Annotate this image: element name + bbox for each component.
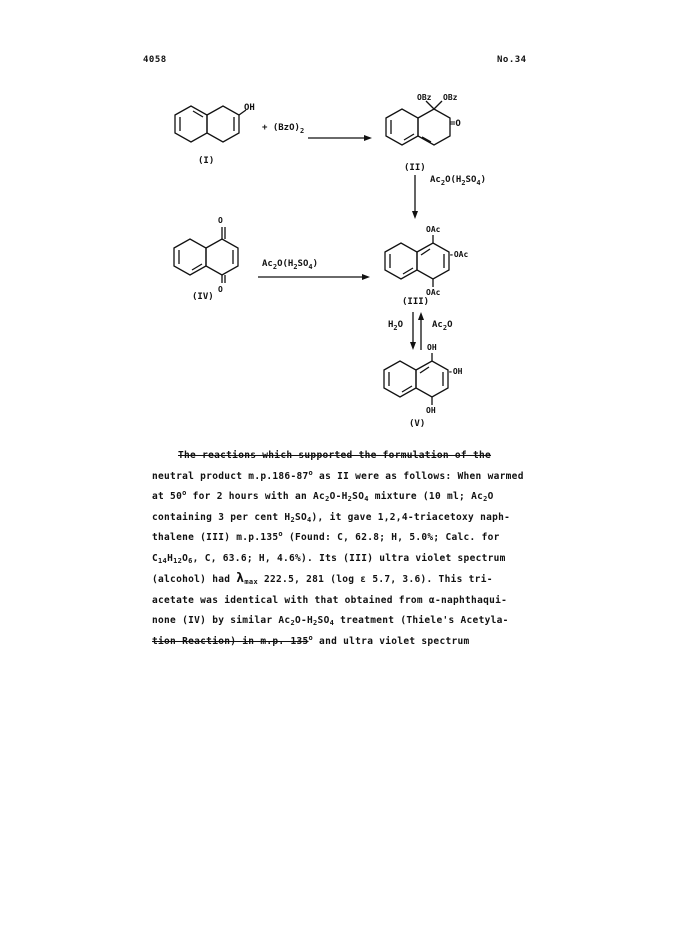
arrow-IV-to-III xyxy=(258,274,370,280)
acetoxy-label-right-III: -OAc xyxy=(449,250,469,259)
compound-label-IV: (IV) xyxy=(192,292,214,302)
reagent-acetic-anhydride: $Ac_2O$ xyxy=(432,320,453,332)
reagent-water: $H_2O$ xyxy=(388,320,404,332)
reagent-acetylation-1: $Ac_2O(H_2SO_4)$ xyxy=(430,175,487,187)
text-line-8: acetate was identical with that obtained from α-naphthaqui- xyxy=(152,594,508,606)
body-paragraph xyxy=(152,446,542,652)
text-line-6: $C_{14}H_{12}O_6$, C, 63.6; H, 4.6%). Its (III) ultra violet spectrum xyxy=(152,552,506,565)
arrow-V-to-III xyxy=(418,312,424,350)
reagent-benzoyl-peroxide: + $(BzO)_2$ xyxy=(262,123,305,135)
journal-number: No.34 xyxy=(497,55,527,65)
hydroxyl-label-right-V: -OH xyxy=(448,367,463,376)
acetoxy-label-top-III: OAc xyxy=(426,225,441,234)
benzoyloxy-label-2: OBz xyxy=(443,93,458,102)
text-line-5: thalene (III) m.p.135$^o$ (Found: C, 62.8; H, 5.0%; Calc. for xyxy=(152,530,500,543)
text-line-3: at 50$^o$ for 2 hours with an $Ac_2O-H_2SO_4$ mixture (10 ml; $Ac_2O$ xyxy=(152,489,494,503)
benzoyloxy-label-1: OBz xyxy=(417,93,432,102)
structure-IV-naphthoquinone xyxy=(174,227,238,283)
carbonyl-oxygen-top-IV: O xyxy=(218,216,223,225)
structure-I-naphthol xyxy=(175,106,246,142)
lambda-symbol: λ xyxy=(236,571,245,586)
arrow-II-to-III xyxy=(412,175,418,219)
text-line-9: none (IV) by similar $Ac_2O-H_2SO_4$ treatment (Thiele's Acetyla- xyxy=(152,615,509,627)
reaction-scheme xyxy=(0,0,680,440)
alpha-symbol: α xyxy=(428,594,435,606)
structure-V-trihydroxynaphthalene xyxy=(384,353,448,405)
acetoxy-label-bottom-III: OAc xyxy=(426,288,441,297)
compound-label-II: (II) xyxy=(404,163,426,173)
compound-label-V: (V) xyxy=(409,419,426,429)
reagent-acetylation-2: $Ac_2O(H_2SO_4)$ xyxy=(262,259,319,271)
compound-label-III: (III) xyxy=(402,297,430,307)
text-line-7: (alcohol) had $\lambda_{max}$ 222.5, 281 (log ε 5.7, 3.6). This tri- xyxy=(152,571,493,586)
arrow-I-to-II xyxy=(308,135,372,141)
compound-label-I: (I) xyxy=(198,156,215,166)
text-line-2: neutral product m.p.186-87$^o$ as II were as follows: When warmed xyxy=(152,468,524,482)
text-line-10: tion Reaction) in m.p. 135$^o$ and ultra violet spectrum xyxy=(152,633,470,647)
text-line-4: containing 3 per cent $H_2SO_4$), it gave 1,2,4-triacetoxy naph- xyxy=(152,511,511,524)
oxo-label-II: =O xyxy=(450,119,461,129)
page-number: 4058 xyxy=(143,55,167,65)
carbonyl-oxygen-bottom-IV: O xyxy=(218,285,223,294)
structure-II xyxy=(386,101,450,145)
text-line-1: The reactions which supported the formulation of the xyxy=(178,450,492,461)
hydroxyl-label-top-V: OH xyxy=(427,343,437,352)
structure-III-triacetoxynaphthalene xyxy=(385,235,449,287)
hydroxyl-label-I: OH xyxy=(244,103,255,113)
arrow-III-to-V xyxy=(410,312,416,350)
hydroxyl-label-bottom-V: OH xyxy=(426,406,436,415)
